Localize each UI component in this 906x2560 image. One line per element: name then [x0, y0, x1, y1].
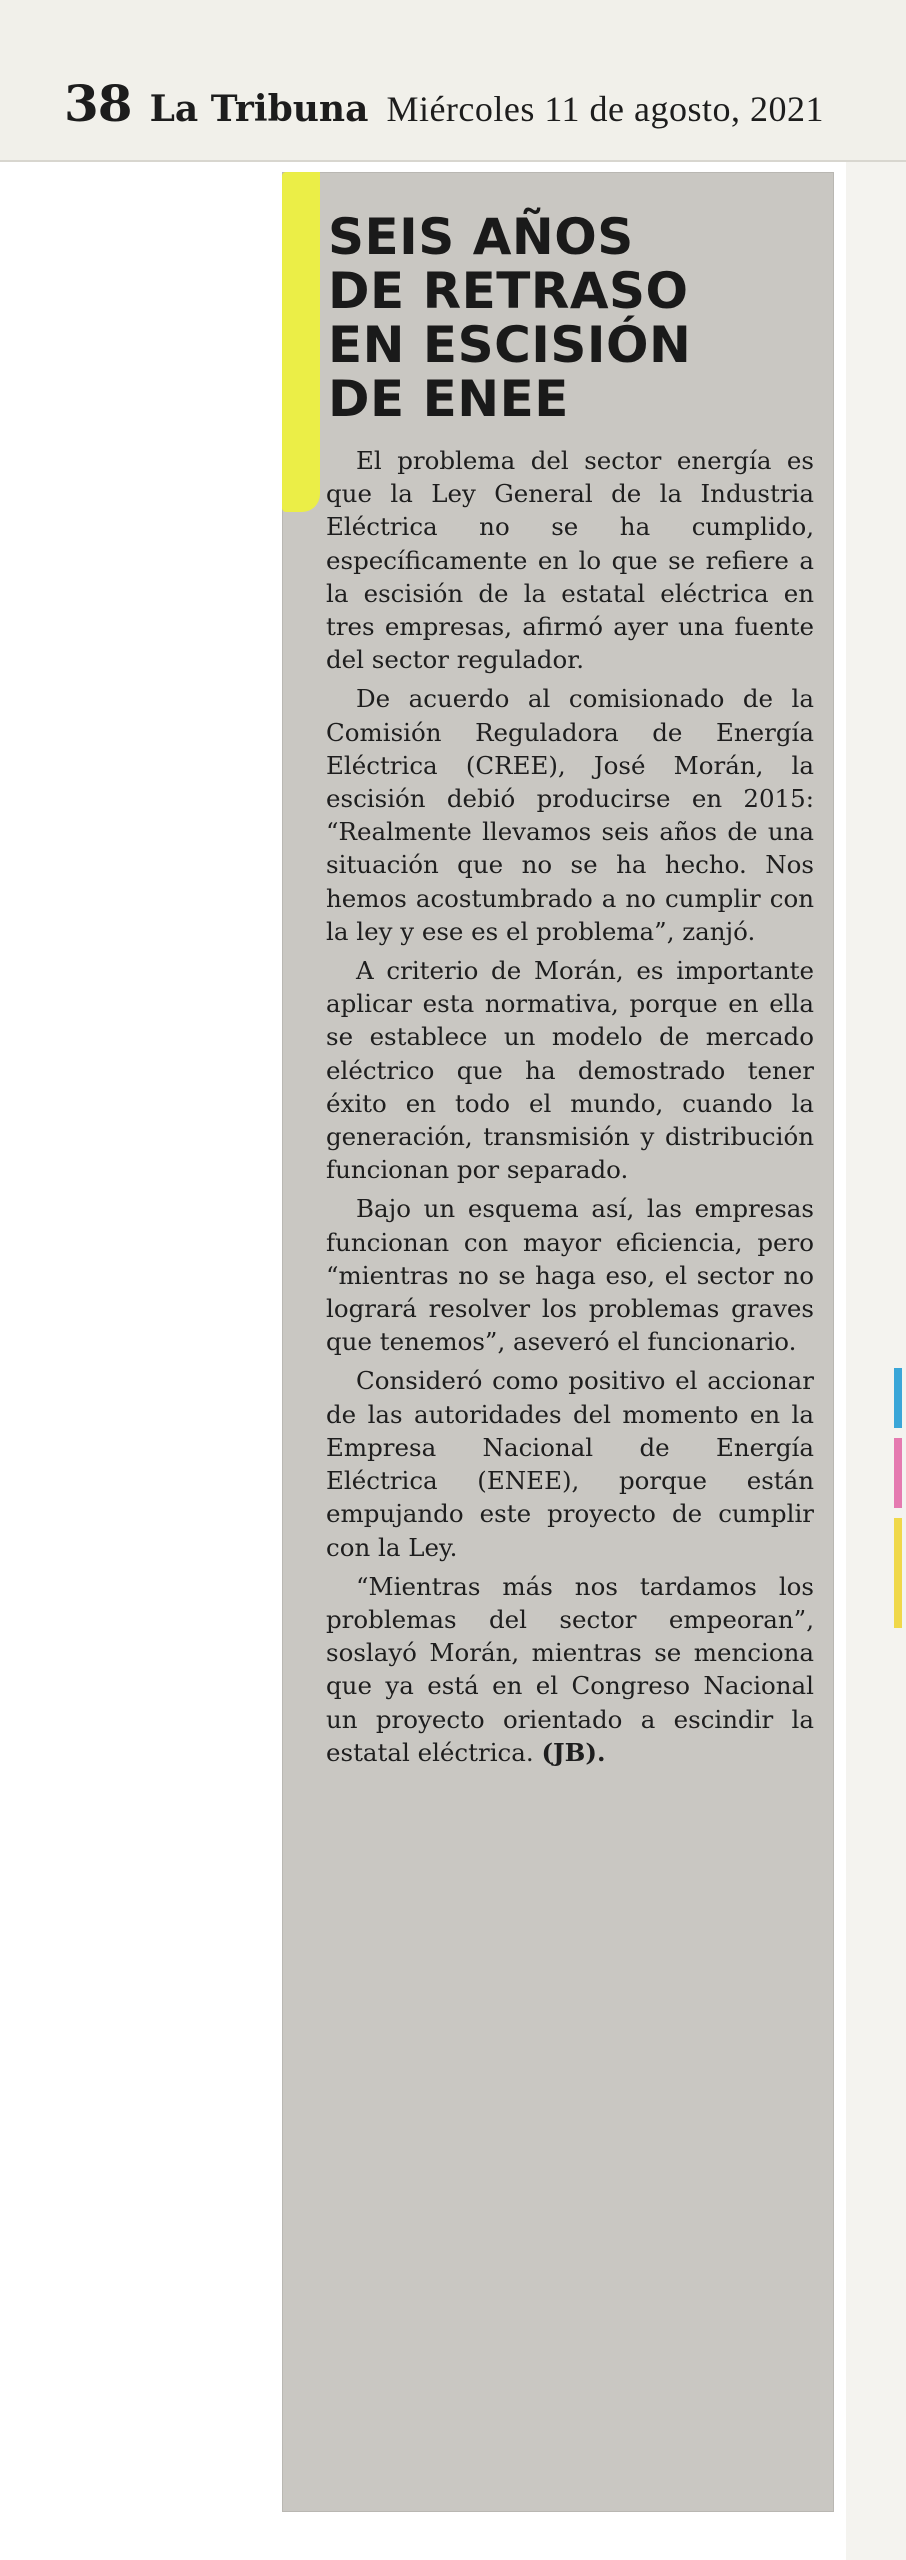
paragraph-2: De acuerdo al comisionado de la Comisión Reguladora de Energía Eléctrica (CREE), José Morán, la escisión debió producirse en 2015: “Realmente llevamos seis años de una situación que no se ha hecho. Nos hemos acostumbrado a no cumplir con la ley y ese es el problema”, zanjó. — [326, 684, 814, 946]
headline-line-2: DE RETRASO — [328, 262, 689, 320]
masthead-row — [64, 74, 824, 133]
headline-line-3: EN ESCISIÓN — [328, 316, 692, 374]
page-number: 38 — [64, 74, 132, 133]
paragraph-6 — [326, 1570, 814, 1769]
paragraph-4: Bajo un esquema así, las empresas funcionan con mayor eficiencia, pero “mientras no se haga eso, el sector no logrará resolver los problemas graves que tenemos”, aseveró el funcionario. — [326, 1194, 814, 1357]
pink-edge-mark — [894, 1438, 902, 1508]
newspaper-name: La Tribuna — [149, 88, 369, 130]
adjacent-page-color-marks — [894, 1368, 902, 1628]
blue-edge-mark — [894, 1368, 902, 1428]
right-page-margin — [846, 162, 906, 2560]
paragraph-1: El problema del sector energía es que la Ley General de la Industria Eléctrica no se ha cumplido, específicamente en lo que se refiere a la escisión de la estatal eléctrica en tres empresas, afirmó ayer una fuente del sector regulador. — [326, 446, 814, 675]
article-headline — [328, 210, 828, 426]
highlighter-mark — [282, 172, 320, 512]
masthead — [0, 0, 906, 162]
article-clipping — [282, 172, 834, 2512]
left-page-margin — [0, 162, 270, 2560]
headline-line-1: SEIS AÑOS — [328, 208, 634, 266]
issue-date: Miércoles 11 de agosto, 2021 — [386, 89, 825, 129]
paragraph-6-text: “Mientras más nos tardamos los problemas del sector empeoran”, soslayó Morán, mientras se menciona que ya está en el Congreso Nacional un proyecto orientado a escindir la estatal eléctrica. — [326, 1571, 814, 1767]
headline-line-4: DE ENEE — [328, 370, 569, 428]
paragraph-5: Consideró como positivo el accionar de las autoridades del momento en la Empresa Nacional de Energía Eléctrica (ENEE), porque están empujando este proyecto de cumplir con la Ley. — [326, 1366, 814, 1562]
paragraph-3: A criterio de Morán, es importante aplicar esta normativa, porque en ella se establece un modelo de mercado eléctrico que ha demostrado tener éxito en todo el mundo, cuando la generación, transmisión y distribución funcionan por separado. — [326, 956, 814, 1185]
yellow-edge-mark — [894, 1518, 902, 1628]
author-byline: (JB). — [541, 1737, 606, 1767]
article-body — [326, 444, 814, 1775]
